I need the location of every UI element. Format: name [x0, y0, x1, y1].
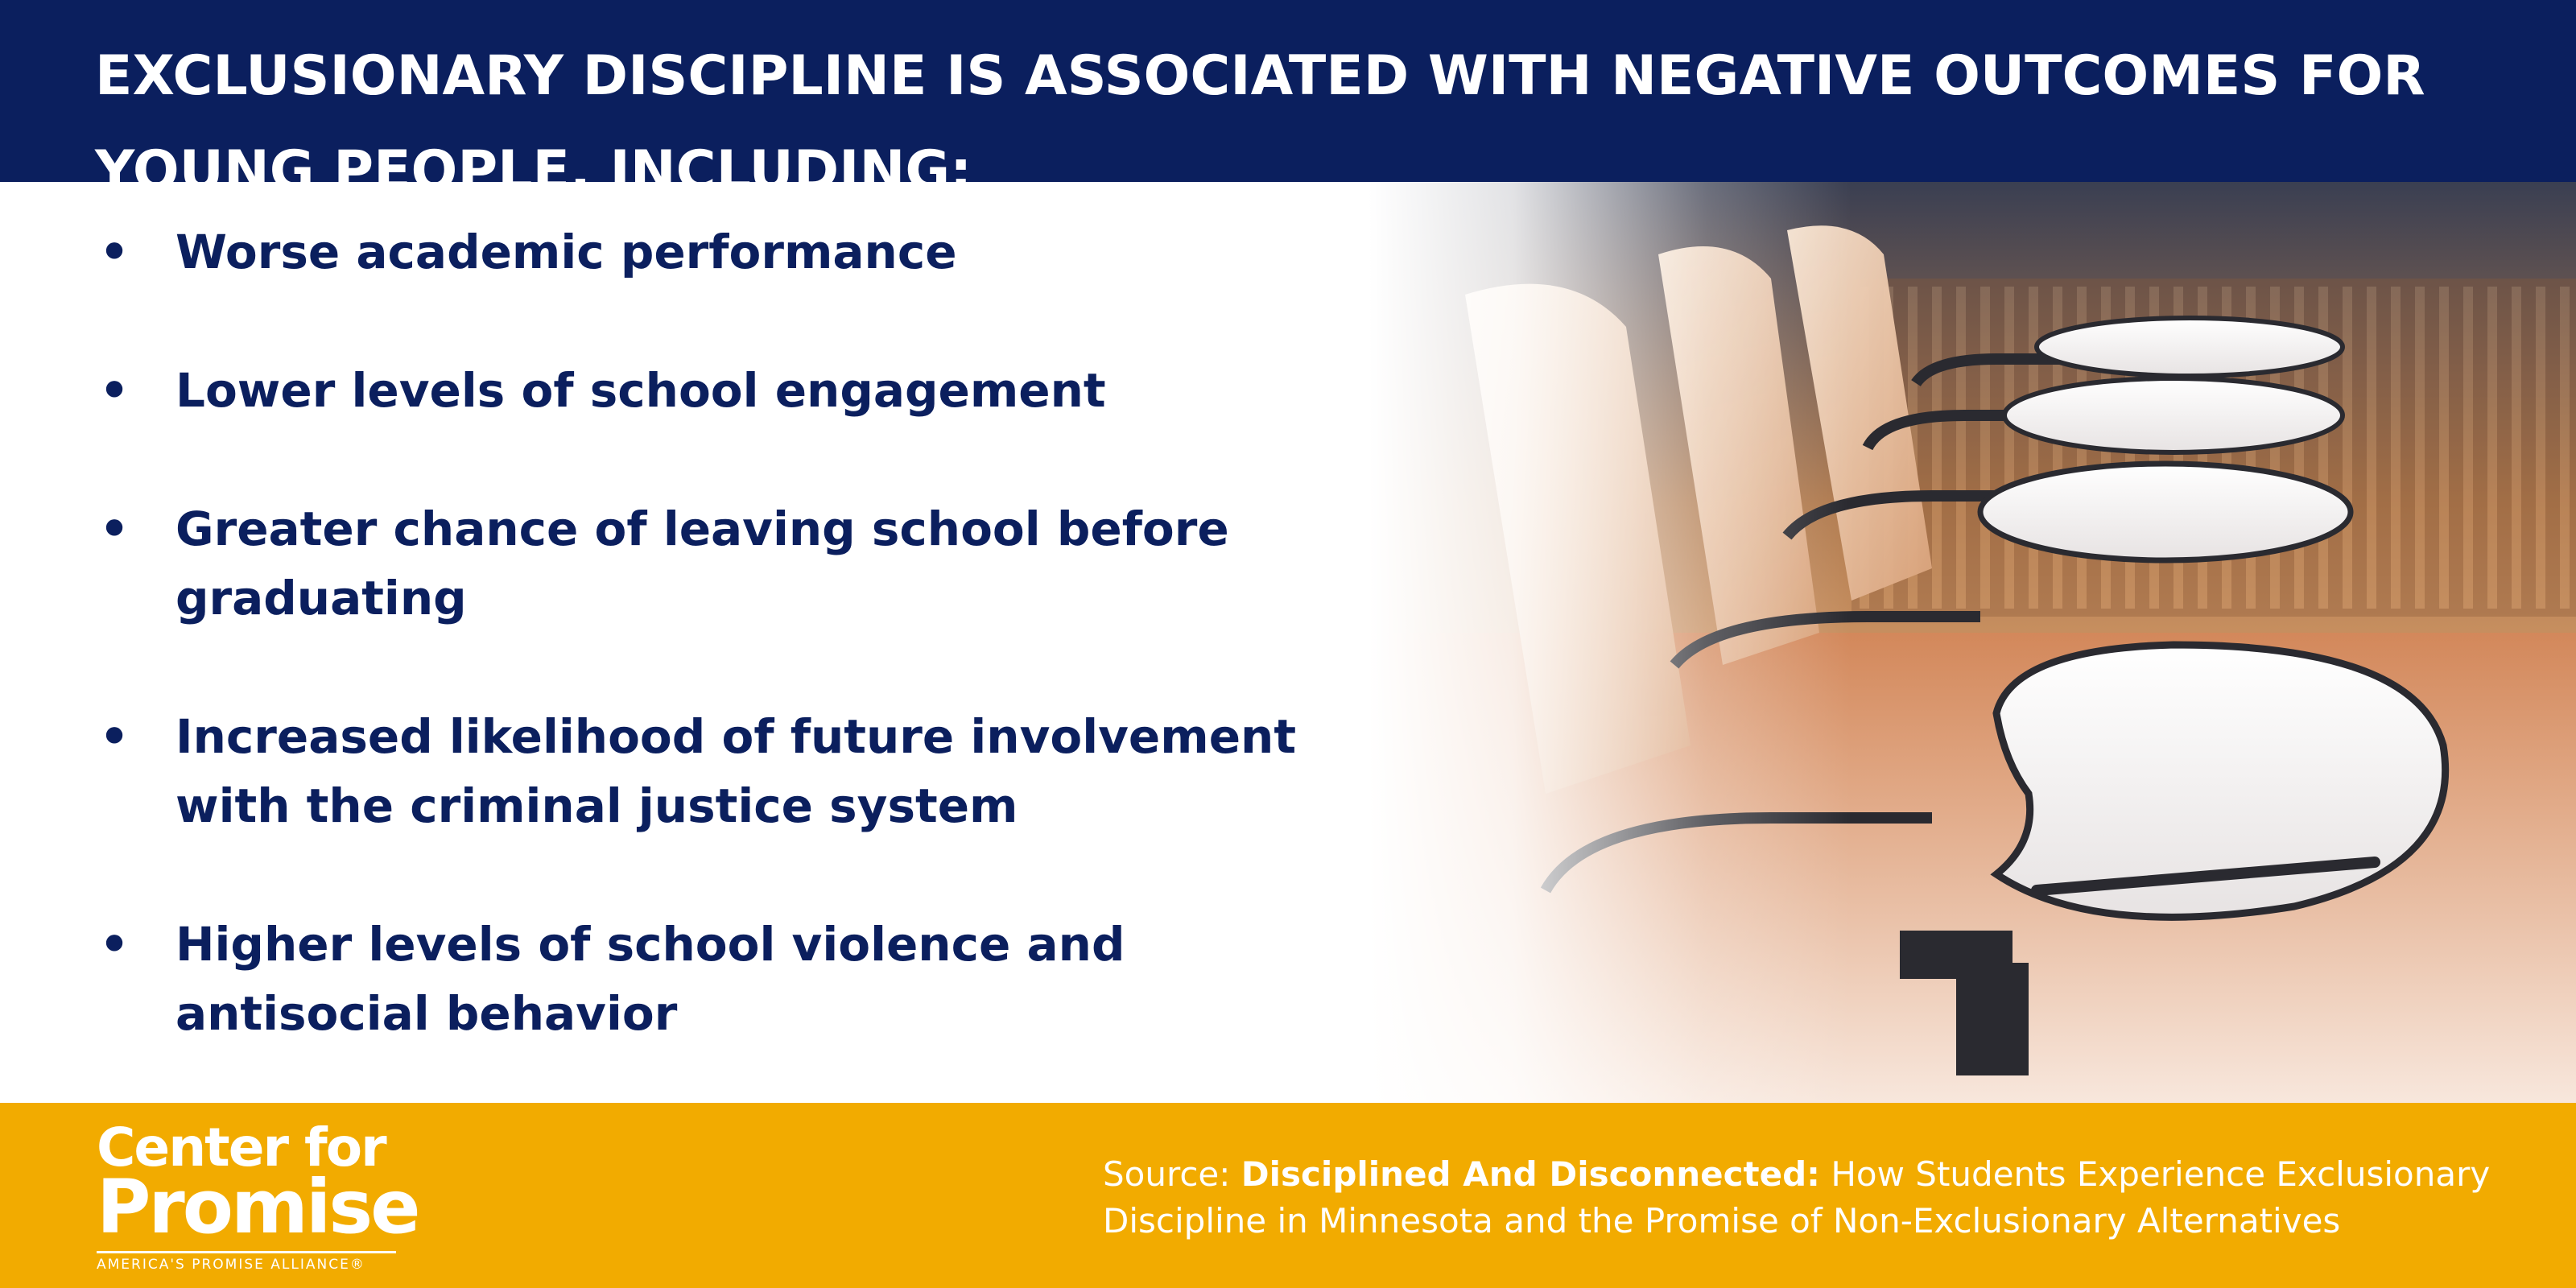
source-citation	[1103, 1151, 2536, 1245]
page-title: EXCLUSIONARY DISCIPLINE IS ASSOCIATED WITH NEGATIVE OUTCOMES FOR YOUNG PEOPLE, INCLUDING:	[95, 44, 2425, 203]
bullet-icon: •	[99, 502, 130, 556]
classroom-desks-photo	[1368, 182, 2576, 1103]
list-item	[95, 356, 1415, 425]
logo-tagline: AMERICA'S PROMISE ALLIANCE®	[97, 1257, 365, 1273]
outcome-text: Higher levels of school violence and antisocial behavior	[175, 917, 1125, 1041]
outcome-text: Greater chance of leaving school before graduating	[175, 502, 1229, 625]
bullet-icon: •	[99, 363, 130, 418]
bullet-icon: •	[99, 709, 130, 764]
bullet-icon: •	[99, 917, 130, 972]
bullet-icon: •	[99, 225, 130, 279]
outcome-text: Worse academic performance	[175, 225, 957, 279]
outcome-text: Lower levels of school engagement	[175, 363, 1106, 418]
center-for-promise-logo[interactable]	[97, 1117, 435, 1278]
source-title: Disciplined And Disconnected:	[1241, 1154, 1820, 1194]
classroom-desks-illustration	[1368, 182, 2576, 1103]
source-prefix: Source:	[1103, 1154, 1241, 1194]
source-description: How Students Experience Exclusionary Discipline in Minnesota and the Promise of Non-Exclusionary Alternatives	[1103, 1154, 2491, 1241]
list-item	[95, 702, 1415, 840]
logo-text-line1: Center for	[97, 1117, 386, 1179]
logo-divider	[97, 1251, 396, 1253]
logo-text-line2: Promise	[97, 1164, 419, 1250]
list-item	[95, 494, 1319, 633]
header-banner	[0, 0, 2576, 203]
list-item	[95, 217, 1415, 287]
outcome-text: Increased likelihood of future involvement with the criminal justice system	[175, 709, 1297, 833]
outcomes-list	[95, 217, 1415, 1117]
list-item	[95, 910, 1206, 1048]
